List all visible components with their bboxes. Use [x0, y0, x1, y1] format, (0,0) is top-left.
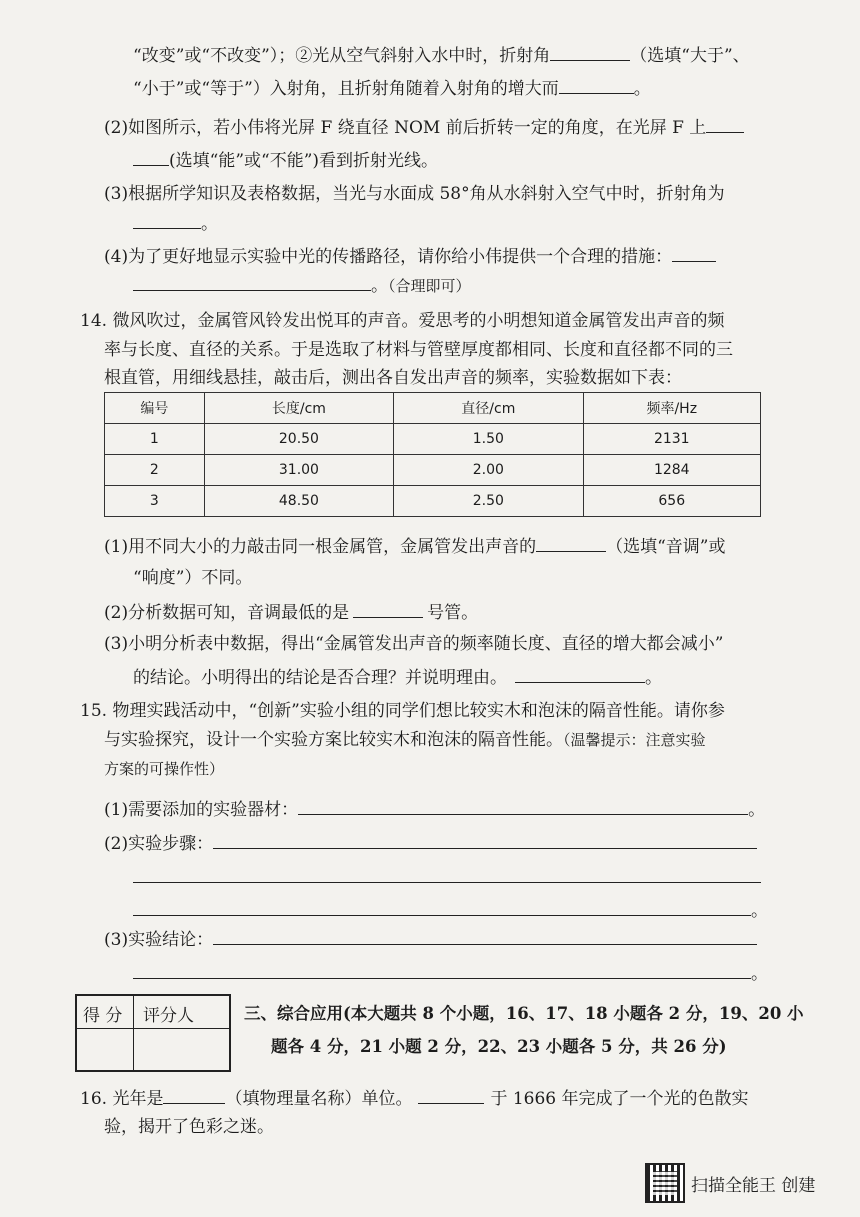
table-cell: 2131 — [583, 424, 760, 455]
q16-line1: 16. 光年是 （填物理量名称）单位。 于 1666 年完成了一个光的色散实 — [80, 1085, 749, 1111]
table-row — [105, 424, 761, 455]
qr-code-icon — [645, 1163, 685, 1203]
answer-blank[interactable] — [550, 42, 630, 61]
q15-sub2-line2 — [133, 864, 761, 890]
answer-blank[interactable] — [353, 599, 423, 618]
table-cell: 1284 — [583, 455, 760, 486]
answer-blank[interactable] — [133, 272, 371, 291]
table-header: 长度/cm — [204, 393, 393, 424]
answer-blank[interactable] — [536, 533, 606, 552]
answer-blank[interactable] — [672, 243, 716, 262]
table-cell: 3 — [105, 486, 205, 517]
table-header: 直径/cm — [394, 393, 583, 424]
answer-blank[interactable] — [133, 210, 201, 229]
section3-heading: 三、综合应用(本大题共 8 个小题，16、17、18 小题各 2 分，19、20 小 — [244, 1004, 804, 1023]
q14-line3: 根直管，用细线悬挂，敲击后，测出各自发出声音的频率，实验数据如下表： — [104, 368, 682, 388]
score-box-divider — [77, 1028, 229, 1029]
q15-sub3: (3)实验结论： — [104, 926, 757, 952]
q13-sub4-cont: 。（合理即可） — [133, 272, 471, 298]
answer-blank[interactable] — [515, 664, 645, 683]
watermark-text: 扫描全能王 创建 — [691, 1175, 816, 1196]
q14-sub1: (1)用不同大小的力敲击同一根金属管，金属管发出声音的 （选填“音调”或 — [104, 533, 725, 559]
q15-sub3-line2: 。 — [133, 960, 768, 986]
answer-blank[interactable] — [418, 1085, 484, 1104]
q14-line1: 14. 微风吹过，金属管风铃发出悦耳的声音。爱思考的小明想知道金属管发出声音的频 — [80, 311, 725, 331]
section3-heading-cont: 题各 4 分，21 小题 2 分，22、23 小题各 5 分，共 26 分) — [271, 1037, 727, 1056]
table-header: 编号 — [105, 393, 205, 424]
table-row — [105, 455, 761, 486]
answer-blank[interactable] — [213, 830, 757, 849]
q15-sub2-line3: 。 — [133, 897, 768, 923]
q13-sub4: (4)为了更好地显示实验中光的传播路径，请你给小伟提供一个合理的措施： — [104, 243, 716, 269]
scanner-watermark — [645, 1163, 815, 1203]
table-header: 频率/Hz — [583, 393, 760, 424]
table-cell: 656 — [583, 486, 760, 517]
table-cell: 1.50 — [394, 424, 583, 455]
answer-blank[interactable] — [133, 147, 169, 166]
grader-label: 评分人 — [143, 1006, 194, 1026]
q15-sub2: (2)实验步骤： — [104, 830, 757, 856]
q13-sub3: (3)根据所学知识及表格数据，当光与水面成 58°角从水斜射入空气中时，折射角为 — [104, 184, 725, 204]
q13-sub2-cont: (选填“能”或“不能”)看到折射光线。 — [133, 147, 438, 173]
q13-sub3-cont: 。 — [133, 210, 218, 236]
score-label: 得 分 — [83, 1006, 123, 1026]
answer-blank[interactable] — [133, 960, 751, 979]
q14-line2: 率与长度、直径的关系。于是选取了材料与管壁厚度都相同、长度和直径都不同的三 — [104, 340, 733, 360]
answer-blank[interactable] — [133, 897, 751, 916]
frequency-data-table — [104, 392, 761, 517]
score-box — [75, 994, 231, 1072]
q13-sub2: (2)如图所示，若小伟将光屏 F 绕直径 NOM 前后折转一定的角度，在光屏 F 上 — [104, 114, 744, 140]
table-cell: 1 — [105, 424, 205, 455]
q15-line2: 与实验探究，设计一个实验方案比较实木和泡沫的隔音性能。（温馨提示：注意实验 — [104, 730, 706, 750]
answer-blank[interactable] — [213, 926, 757, 945]
table-cell: 2.00 — [394, 455, 583, 486]
q15-line3: 方案的可操作性） — [104, 760, 225, 778]
table-cell: 2.50 — [394, 486, 583, 517]
answer-blank[interactable] — [298, 796, 748, 815]
answer-blank[interactable] — [706, 114, 744, 133]
table-cell: 20.50 — [204, 424, 393, 455]
q16-line2: 验，揭开了色彩之迷。 — [104, 1117, 274, 1137]
q15-sub1: (1)需要添加的实验器材： 。 — [104, 796, 765, 822]
q14-sub3-cont: 的结论。小明得出的结论是否合理？并说明理由。 。 — [133, 664, 662, 690]
q14-sub2: (2)分析数据可知，音调最低的是 号管。 — [104, 599, 478, 625]
table-cell: 48.50 — [204, 486, 393, 517]
q14-sub1-cont: “响度”）不同。 — [133, 568, 253, 588]
q13-line1: “改变”或“不改变”）；②光从空气斜射入水中时，折射角 （选填“大于”、 — [133, 42, 750, 68]
table-cell: 2 — [105, 455, 205, 486]
table-row — [105, 486, 761, 517]
score-box-divider — [133, 996, 134, 1070]
answer-blank[interactable] — [163, 1085, 225, 1104]
table-cell: 31.00 — [204, 455, 393, 486]
q14-sub3: (3)小明分析表中数据，得出“金属管发出声音的频率随长度、直径的增大都会减小” — [104, 634, 724, 654]
q13-line2: “小于”或“等于”）入射角，且折射角随着入射角的增大而 。 — [133, 75, 651, 101]
q15-line1: 15. 物理实践活动中，“创新”实验小组的同学们想比较实木和泡沫的隔音性能。请你参 — [80, 701, 725, 721]
table-header-row — [105, 393, 761, 424]
answer-blank[interactable] — [133, 864, 761, 883]
answer-blank[interactable] — [559, 75, 634, 94]
